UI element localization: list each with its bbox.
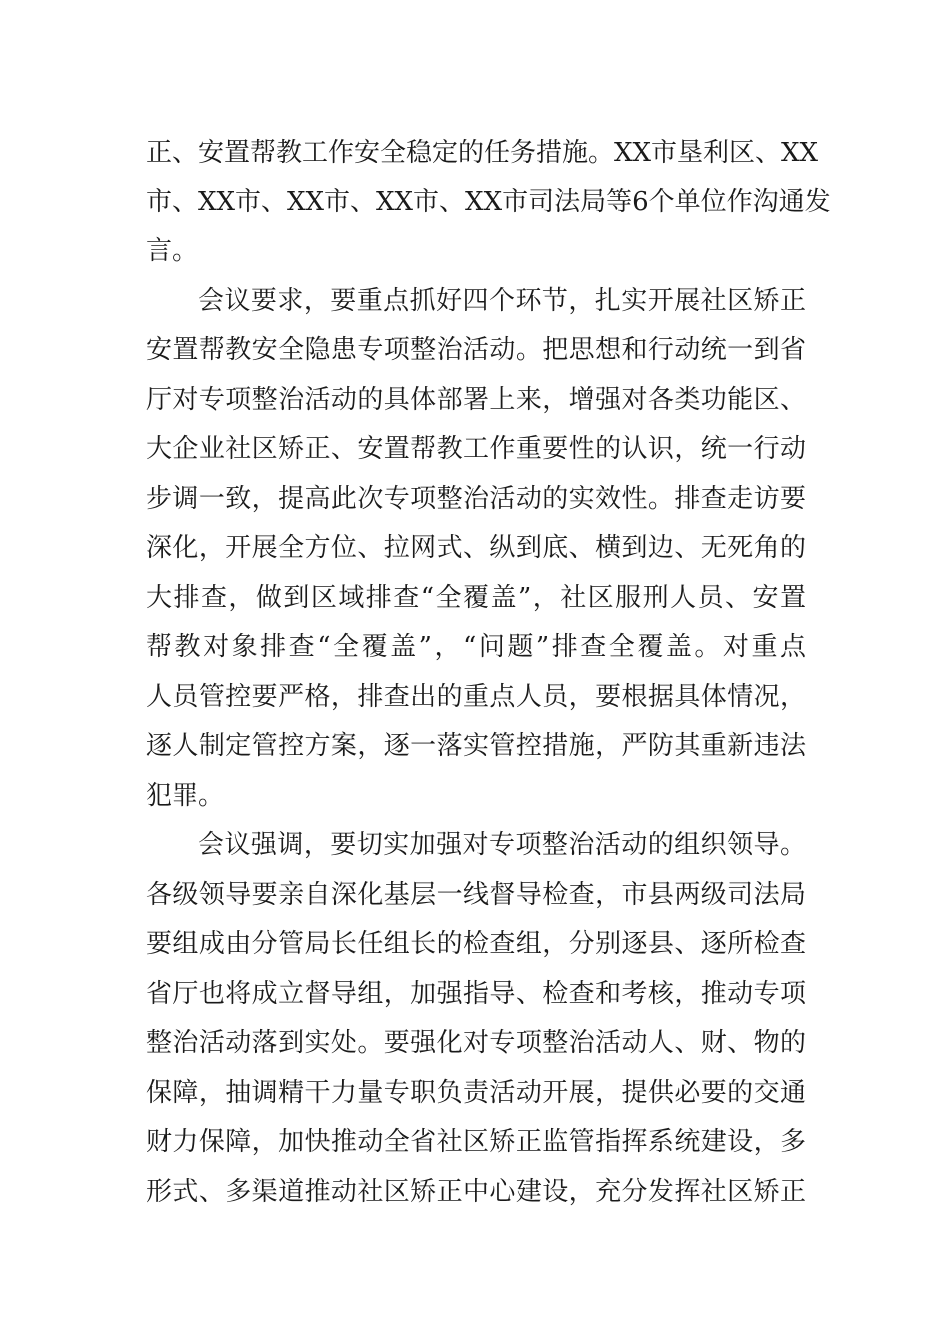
text-line: 保障，抽调精干力量专职负责活动开展，提供必要的交通 [146, 1078, 806, 1108]
text-line: 要组成由分管局长任组长的检查组，分别逐县、逐所检查 [146, 929, 806, 959]
text-line: 市、XX市、XX市、XX市、XX市司法局等6个单位作沟通发 [146, 187, 831, 217]
text-line: 大排查，做到区域排查“全覆盖”，社区服刑人员、安置 [146, 583, 806, 613]
text-line: 言。 [146, 236, 199, 266]
text-line: 深化，开展全方位、拉网式、纵到底、横到边、无死角的 [146, 533, 806, 563]
text-line: 人员管控要严格，排查出的重点人员，要根据具体情况， [146, 682, 806, 712]
text-line: 步调一致，提高此次专项整治活动的实效性。排查走访要 [146, 484, 806, 514]
text-line: 厅对专项整治活动的具体部署上来，增强对各类功能区、 [146, 385, 806, 415]
text-line: 正、安置帮教工作安全稳定的任务措施。XX市垦利区、XX [146, 138, 819, 168]
text-line: 整治活动落到实处。要强化对专项整治活动人、财、物的 [146, 1028, 806, 1058]
text-line: 大企业社区矫正、安置帮教工作重要性的认识，统一行动 [146, 434, 806, 464]
paragraph-first-line: 会议要求，要重点抓好四个环节，扎实开展社区矫正 [198, 286, 806, 316]
text-line: 犯罪。 [146, 781, 225, 811]
text-line: 帮教对象排查“全覆盖”，“问题”排查全覆盖。对重点 [146, 632, 806, 662]
text-line: 省厅也将成立督导组，加强指导、检查和考核，推动专项 [146, 979, 806, 1009]
paragraph-first-line: 会议强调，要切实加强对专项整治活动的组织领导。 [198, 830, 806, 860]
text-line: 财力保障，加快推动全省社区矫正监管指挥系统建设，多 [146, 1127, 806, 1157]
text-line: 形式、多渠道推动社区矫正中心建设，充分发挥社区矫正 [146, 1177, 806, 1207]
text-line: 逐人制定管控方案，逐一落实管控措施，严防其重新违法 [146, 731, 806, 761]
text-line: 安置帮教安全隐患专项整治活动。把思想和行动统一到省 [146, 335, 806, 365]
text-line: 各级领导要亲自深化基层一线督导检查，市县两级司法局 [146, 880, 806, 910]
